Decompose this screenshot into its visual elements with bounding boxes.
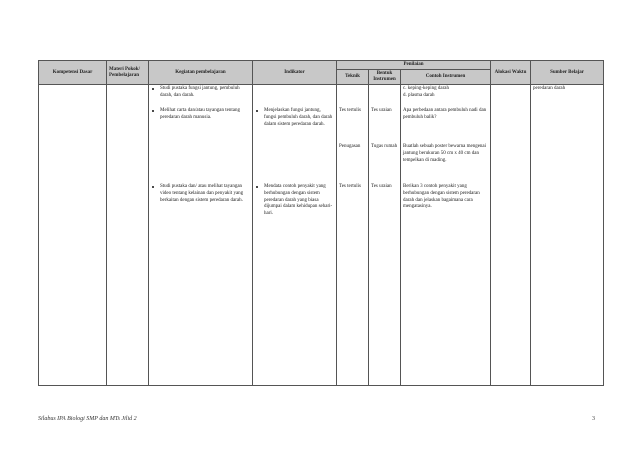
cell-teknik: Tes tertulis [337,183,369,386]
cell-kompetensi [39,143,107,183]
cell-contoh: c. keping-keping darah d. plasma darah [401,85,491,108]
header-contoh-instrumen: Contoh Instrumen [401,70,491,85]
header-sumber-belajar: Sumber Belajar [531,61,604,85]
cell-kompetensi [39,107,107,143]
cell-alokasi [491,107,531,143]
footer-book-title: Silabus IPA Biologi SMP dan MTs Jilid 2 [38,416,137,422]
cell-teknik [337,85,369,108]
cell-materi [107,143,149,183]
header-materi-pokok: Materi Pokok/ Pembelajaran [107,61,149,85]
cell-teknik: Tes tertulis [337,107,369,143]
header-penilaian: Penilaian [337,61,491,70]
cell-contoh: Berikan 3 contoh penyakit yang berhubungan dengan sistem peredaran darah dan jelaskan bagaimana cara mengatasinya. [401,183,491,386]
cell-indikator: Menjelaskan fungsi jantung, fungsi pembuluh darah, dan darah dalam sistem peredaran darah. [253,107,337,143]
cell-materi [107,107,149,143]
cell-materi [107,85,149,108]
cell-kompetensi [39,183,107,386]
cell-indikator [253,143,337,183]
cell-kegiatan: Studi pustaka dan/ atau melihat tayangan video tentang kelainan dan penyakit yang berkaitan dengan sistem peredaran darah. [149,183,253,386]
cell-sumber [531,107,604,143]
table-row [39,143,604,183]
cell-alokasi [491,143,531,183]
cell-sumber [531,143,604,183]
table-row [39,183,604,386]
page-number: 3 [592,416,595,422]
cell-teknik: Penugasan [337,143,369,183]
header-kompetensi-dasar: Kompetensi Dasar [39,61,107,85]
cell-materi [107,183,149,386]
cell-bentuk: Tes uraian [369,183,401,386]
cell-bentuk: Tes uraian [369,107,401,143]
cell-bentuk [369,85,401,108]
cell-sumber: peredaran darah [531,85,604,108]
table-row [39,85,604,108]
cell-kompetensi [39,85,107,108]
header-teknik: Teknik [337,70,369,85]
header-kegiatan: Kegiatan pembelajaran [149,61,253,85]
cell-contoh: Buatlah sebuah poster bewarna mengenai jantung berukuran 50 cm x 40 cm dan tempelkan di mading. [401,143,491,183]
cell-bentuk: Tugas rumah [369,143,401,183]
cell-alokasi [491,183,531,386]
cell-kegiatan: Studi pustaka fungsi jantung, pembuluh darah, dan darah. [149,85,253,108]
table-row [39,107,604,143]
cell-kegiatan: Melihat carta dan/atau tayangan tentang peredaran darah manusia. [149,107,253,143]
header-bentuk-instrumen: Bentuk Instrumen [369,70,401,85]
cell-indikator [253,85,337,108]
syllabus-table [38,60,604,386]
cell-indikator: Mendata contoh penyakit yang berhubungan dengan sistem peredaran darah yang biasa dijumpai dalam kehidupan sehari-hari. [253,183,337,386]
header-indikator: Indikator [253,61,337,85]
cell-alokasi [491,85,531,108]
cell-kegiatan [149,143,253,183]
cell-sumber [531,183,604,386]
header-alokasi-waktu: Alokasi Waktu [491,61,531,85]
cell-contoh: Apa perbedaan antara pembuluh nadi dan pembuluh balik? [401,107,491,143]
